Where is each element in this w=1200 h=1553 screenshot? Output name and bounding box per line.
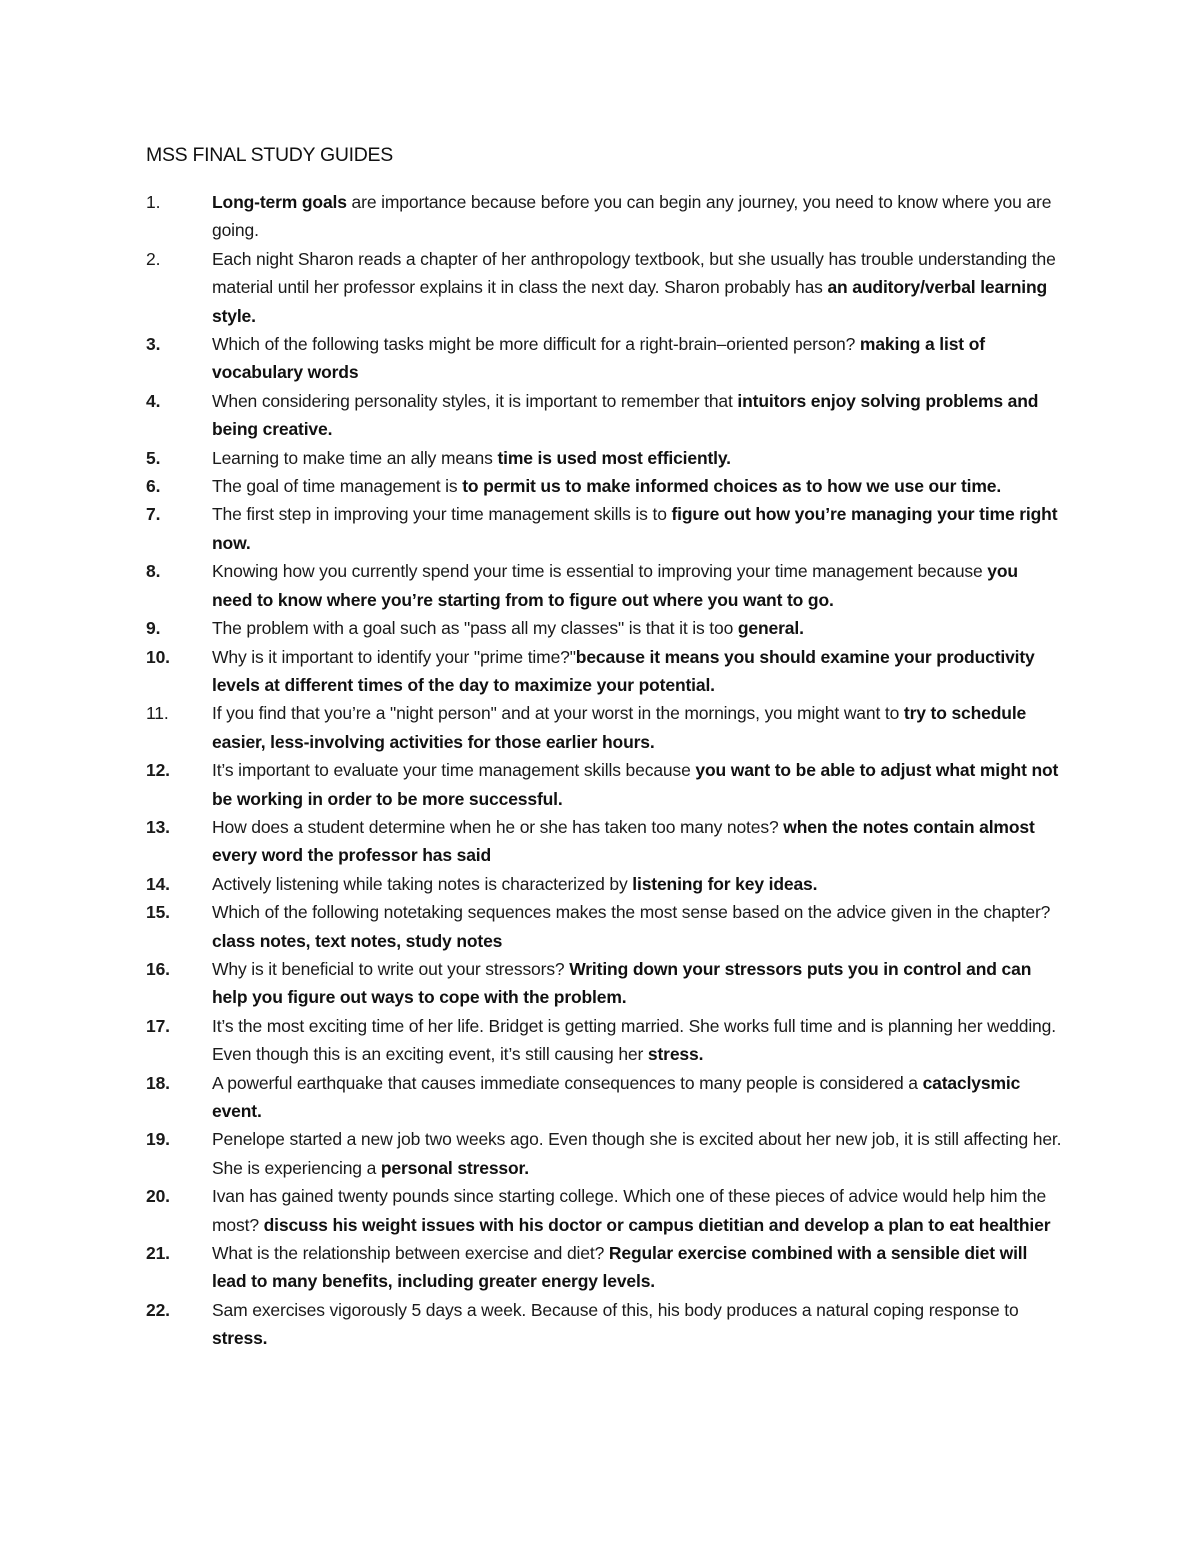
answer-text: time is used most efficiently.	[497, 447, 731, 468]
question-number: 18.	[146, 1072, 170, 1093]
question-number: 13.	[146, 816, 170, 837]
answer-text: stress.	[647, 1044, 704, 1065]
answer-text: making a list of vocabulary words	[212, 334, 985, 383]
question-item	[0, 1239, 1200, 1296]
question-item	[0, 813, 1200, 870]
answer-text: cataclysmic event.	[212, 1072, 1021, 1121]
question-text: Sam exercises vigorously 5 days a week. Because of this, his body produces a natural coping response to	[212, 1299, 1019, 1320]
question-item	[0, 500, 1200, 557]
question-text: It’s the most exciting time of her life. Bridget is getting married. She works full time and is planning her wedding. Even though this is an exciting event, it’s still causing her	[212, 1015, 1056, 1065]
question-text: How does a student determine when he or she has taken too many notes?	[212, 816, 784, 837]
question-item	[0, 1012, 1200, 1069]
question-text: The goal of time management is	[212, 476, 463, 497]
question-number: 6.	[146, 476, 161, 497]
question-text: The problem with a goal such as "pass all my classes" is that it is too	[212, 618, 738, 639]
question-item	[0, 1296, 1200, 1353]
question-text: It’s important to evaluate your time management skills because	[212, 760, 696, 781]
question-number: 17.	[146, 1015, 170, 1036]
question-item	[0, 699, 1200, 756]
question-text: Learning to make time an ally means	[212, 447, 498, 468]
question-item	[0, 188, 1200, 245]
answer-text: figure out how you’re managing your time right now.	[212, 504, 1058, 553]
question-item	[0, 387, 1200, 444]
answer-text: to permit us to make informed choices as to how we use our time.	[462, 476, 1002, 497]
question-number: 15.	[146, 902, 170, 923]
question-text: Penelope started a new job two weeks ago. Even though she is excited about her new job, it is still affecting her. She is experiencing a	[212, 1129, 1062, 1178]
question-number: 16.	[146, 958, 170, 979]
question-text: Why is it beneficial to write out your stressors?	[212, 958, 570, 979]
question-item	[0, 643, 1200, 700]
question-text: Which of the following tasks might be more difficult for a right-brain–oriented person?	[212, 334, 860, 355]
answer-text: because it means you should examine your productivity levels at different times of the day to maximize your potential.	[212, 646, 1035, 695]
question-text: What is the relationship between exercise and diet?	[212, 1243, 609, 1264]
question-number: 12.	[146, 760, 170, 781]
question-item	[0, 472, 1200, 500]
question-text: A powerful earthquake that causes immediate consequences to many people is considered a	[212, 1072, 923, 1093]
question-number: 21.	[146, 1243, 170, 1264]
answer-text: Writing down your stressors puts you in control and can help you figure out ways to cope with the problem.	[212, 958, 1032, 1008]
answer-text: discuss his weight issues with his doctor or campus dietitian and develop a plan to eat healthier	[263, 1214, 1051, 1235]
question-number: 1.	[146, 192, 161, 212]
page-title: MSS FINAL STUDY GUIDES	[146, 144, 393, 166]
question-item	[0, 870, 1200, 898]
question-number: 9.	[146, 618, 161, 639]
question-item	[0, 245, 1200, 330]
question-number: 4.	[146, 390, 161, 411]
question-text: When considering personality styles, it is important to remember that	[212, 390, 738, 411]
question-text: Which of the following notetaking sequences makes the most sense based on the advice given in the chapter?	[212, 902, 1051, 923]
question-number: 10.	[146, 646, 170, 667]
question-text: Actively listening while taking notes is characterized by	[212, 873, 633, 894]
question-text: Each night Sharon reads a chapter of her anthropology textbook, but she usually has trouble understanding the material until her professor explains it in class the next day. Sharon probably has	[212, 248, 1056, 298]
question-number: 2.	[146, 248, 161, 269]
question-number: 3.	[146, 334, 161, 355]
question-text: Why is it important to identify your "prime time?"	[212, 646, 576, 667]
question-number: 5.	[146, 447, 161, 468]
answer-text: an auditory/verbal learning style.	[212, 277, 1048, 326]
answer-text: you need to know where you’re starting from to figure out where you want to go.	[212, 561, 1018, 610]
question-number: 20.	[146, 1186, 170, 1207]
question-text: Ivan has gained twenty pounds since starting college. Which one of these pieces of advice would help him the most?	[212, 1186, 1047, 1235]
answer-text: you want to be able to adjust what might not be working in order to be more successful.	[212, 760, 1059, 809]
question-number: 11.	[146, 703, 169, 724]
question-item	[0, 614, 1200, 642]
answer-text: try to schedule easier, less-involving activities for those earlier hours.	[212, 703, 1027, 752]
question-number: 7.	[146, 504, 161, 525]
question-item	[0, 1125, 1200, 1182]
question-list	[0, 188, 1200, 1353]
answer-text: when the notes contain almost every word the professor has said	[212, 816, 1035, 866]
answer-text: stress.	[212, 1328, 268, 1349]
question-text: The first step in improving your time management skills is to	[212, 504, 672, 525]
answer-text: listening for key ideas.	[632, 873, 818, 894]
question-number: 14.	[146, 873, 170, 894]
answer-text: Long-term goals	[212, 192, 347, 212]
question-item	[0, 330, 1200, 387]
question-text: Knowing how you currently spend your time is essential to improving your time management because	[212, 561, 988, 582]
answer-text: intuitors enjoy solving problems and being creative.	[212, 390, 1039, 440]
question-item	[0, 444, 1200, 472]
question-text: If you find that you’re a "night person" and at your worst in the mornings, you might want to	[212, 703, 904, 724]
question-item	[0, 955, 1200, 1012]
answer-text: personal stressor.	[380, 1157, 529, 1178]
answer-text: class notes, text notes, study notes	[212, 930, 503, 951]
question-item	[0, 898, 1200, 955]
answer-text: general.	[737, 618, 804, 639]
answer-text: Regular exercise combined with a sensible diet will lead to many benefits, including greater energy levels.	[212, 1243, 1028, 1292]
question-item	[0, 1182, 1200, 1239]
question-item	[0, 557, 1200, 614]
question-number: 22.	[146, 1299, 170, 1320]
question-item	[0, 1069, 1200, 1126]
question-number: 8.	[146, 561, 161, 582]
question-number: 19.	[146, 1129, 170, 1150]
question-text-continued: are importance because before you can begin any journey, you need to know where you are going.	[212, 192, 1052, 241]
question-item	[0, 756, 1200, 813]
